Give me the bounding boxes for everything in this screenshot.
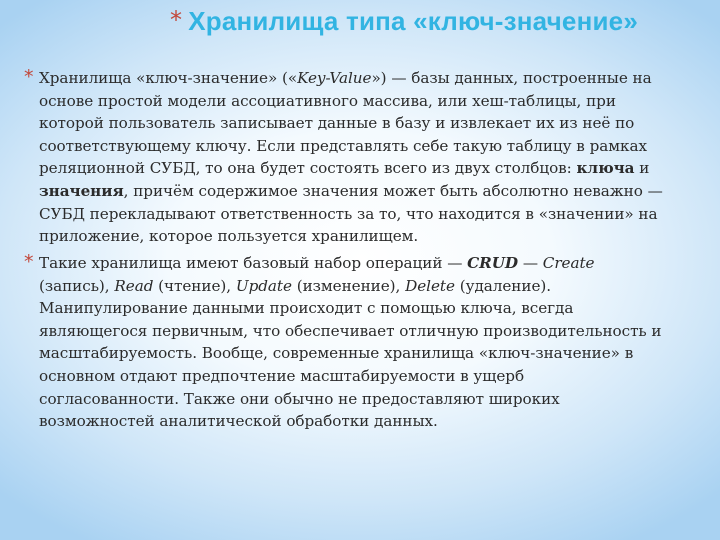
- text-line: [39, 157, 707, 180]
- bullet-asterisk-icon: *: [24, 66, 34, 88]
- text-span: Такие хранилища имеют базовый набор операций —: [39, 254, 468, 272]
- text-span: Хранилища «ключ-значение» («: [39, 69, 298, 87]
- paragraph-crud-operations: [24, 251, 707, 433]
- text-line: согласованности. Также они обычно не предоставляют широких: [39, 389, 560, 408]
- text-line: [39, 180, 707, 203]
- text-line: масштабируемость. Вообще, современные хранилища «ключ-значение» в: [39, 344, 634, 363]
- read-term: Read: [114, 276, 154, 295]
- slide-title-text: Хранилища типа «ключ-значение»: [188, 6, 638, 36]
- text-span: , причём содержимое значения может быть абсолютно неважно —: [123, 181, 663, 200]
- text-span: (запись),: [39, 276, 115, 295]
- text-line: возможностей аналитической обработки данных.: [39, 412, 438, 431]
- crud-term: CRUD: [467, 254, 519, 272]
- text-line: соответствующему ключу. Если представлять себе такую таблицу в рамках: [39, 136, 647, 155]
- text-line: [39, 252, 707, 275]
- text-span: (изменение),: [291, 276, 406, 295]
- create-term: Create: [542, 254, 595, 272]
- title-bullet-icon: *: [170, 6, 183, 34]
- text-span: реляционной СУБД, то она будет состоять всего из двух столбцов:: [39, 159, 577, 178]
- text-line: СУБД перекладывают ответственность за то, что находится в «значении» на: [39, 204, 658, 223]
- text-line: являющегося первичным, что обеспечивает отличную производительность и: [39, 321, 662, 340]
- text-span: —: [518, 254, 543, 272]
- text-line: [39, 275, 707, 298]
- delete-term: Delete: [405, 276, 455, 295]
- text-line: Манипулирование данными происходит с помощью ключа, всегда: [39, 299, 574, 318]
- text-line: основном отдают предпочтение масштабируемости в ущерб: [39, 366, 525, 385]
- value-term: значения: [39, 181, 124, 200]
- text-line: [39, 67, 707, 90]
- key-term: ключа: [576, 159, 635, 178]
- slide-title: [170, 6, 710, 37]
- bullet-asterisk-icon: *: [24, 251, 34, 273]
- text-span: и: [634, 159, 650, 178]
- update-term: Update: [235, 276, 292, 295]
- text-span: (чтение),: [153, 276, 236, 295]
- text-span: ») — базы данных, построенные на: [371, 69, 652, 87]
- text-line: которой пользователь записывает данные в базу и извлекает их из неё по: [39, 114, 635, 133]
- paragraph-key-value-definition: [24, 66, 707, 248]
- key-value-term: Key-Value: [297, 69, 372, 87]
- text-line: основе простой модели ассоциативного массива, или хеш-таблицы, при: [39, 91, 616, 110]
- text-span: (удаление).: [454, 276, 552, 295]
- text-line: приложение, которое пользуется хранилищем.: [39, 227, 419, 246]
